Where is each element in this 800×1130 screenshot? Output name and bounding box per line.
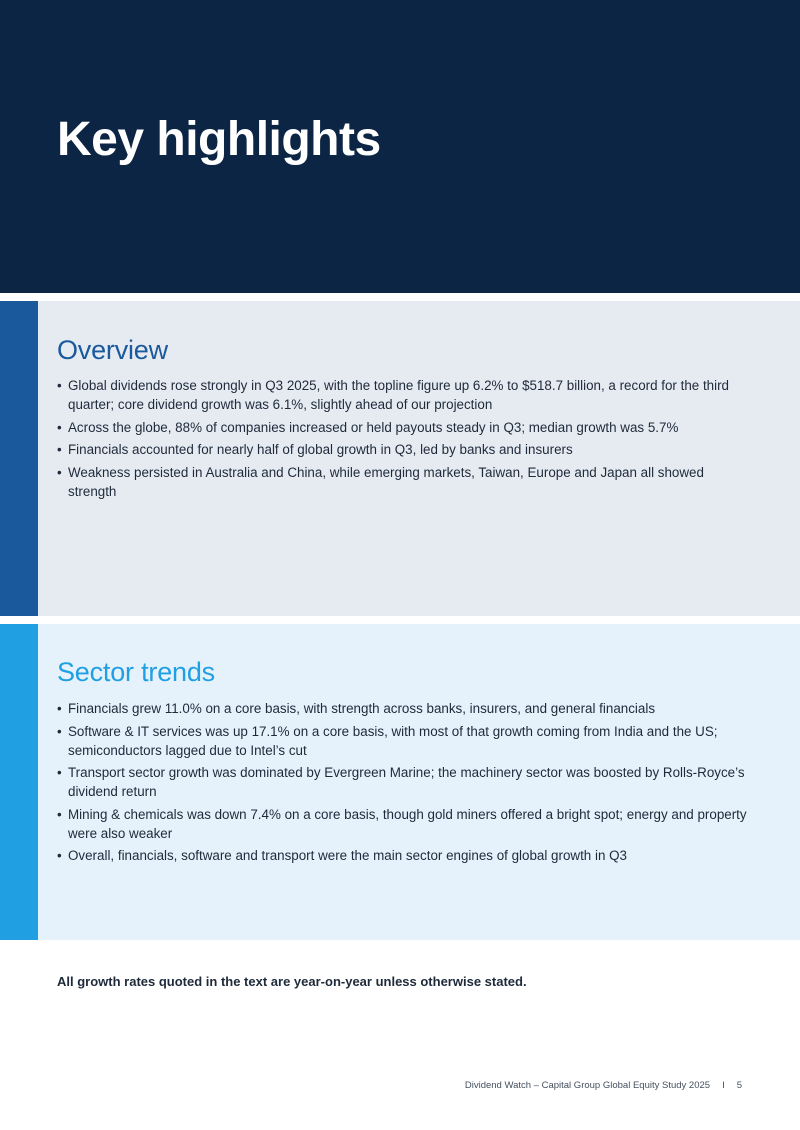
list-item: • Transport sector growth was dominated by Evergreen Marine; the machinery sector was boosted by Rolls-Royce’s dividend return	[57, 765, 745, 799]
footer-source: Dividend Watch – Capital Group Global Equity Study 2025	[464, 1080, 711, 1091]
overview-heading: Overview	[57, 335, 168, 365]
list-item-text: Software & IT services was up 17.1% on a core basis, with most of that growth coming from India and the US; semiconductors lagged due to Intel’s cut	[68, 723, 718, 758]
list-item: • Overall, financials, software and transport were the main sector engines of global growth in Q3	[57, 848, 627, 863]
footer-separator: I	[722, 1080, 725, 1091]
overview-accent-stripe	[0, 301, 38, 616]
list-item-text: Mining & chemicals was down 7.4% on a core basis, though gold miners offered a bright spot; energy and property were also weaker	[68, 806, 747, 841]
list-item: • Software & IT services was up 17.1% on a core basis, with most of that growth coming from India and the US; semiconductors lagged due to Intel’s cut	[57, 723, 718, 758]
list-item: • Mining & chemicals was down 7.4% on a core basis, though gold miners offered a bright spot; energy and property were also weaker	[57, 806, 747, 841]
list-item-text: Financials accounted for nearly half of global growth in Q3, led by banks and insurers	[68, 442, 573, 457]
list-item: • Financials grew 11.0% on a core basis, with strength across banks, insurers, and general financials	[57, 701, 656, 716]
list-item: • Weakness persisted in Australia and China, while emerging markets, Taiwan, Europe and Japan all showed strength	[57, 464, 704, 499]
list-item-text: Weakness persisted in Australia and China, while emerging markets, Taiwan, Europe and Japan all showed strength	[68, 464, 704, 499]
page-title: Key highlights	[57, 113, 381, 166]
sector-trends-list	[57, 699, 747, 869]
list-item-text: Overall, financials, software and transport were the main sector engines of global growth in Q3	[68, 848, 627, 863]
overview-list	[57, 376, 747, 504]
list-item-text: Global dividends rose strongly in Q3 2025, with the topline figure up 6.2% to $518.7 billion, a record for the third quarter; core dividend growth was 6.1%, slightly ahead of our projection	[68, 378, 729, 412]
hero-banner	[0, 0, 800, 293]
page-footer	[465, 1080, 742, 1091]
list-item-text: Transport sector growth was dominated by Evergreen Marine; the machinery sector was boosted by Rolls-Royce’s dividend return	[68, 765, 745, 799]
page-number: 5	[736, 1080, 742, 1091]
list-item: • Across the globe, 88% of companies increased or held payouts steady in Q3; median growth was 5.7%	[57, 419, 679, 435]
list-item: • Financials accounted for nearly half of global growth in Q3, led by banks and insurers	[57, 442, 573, 457]
sector-accent-stripe	[0, 624, 38, 940]
list-item-text: Financials grew 11.0% on a core basis, with strength across banks, insurers, and general financials	[68, 701, 656, 716]
footnote: All growth rates quoted in the text are year-on-year unless otherwise stated.	[57, 974, 527, 989]
sector-trends-heading: Sector trends	[57, 657, 215, 687]
sector-trends-panel	[0, 624, 800, 940]
overview-panel	[0, 301, 800, 616]
list-item: • Global dividends rose strongly in Q3 2025, with the topline figure up 6.2% to $518.7 billion, a record for the third quarter; core dividend growth was 6.1%, slightly ahead of our projection	[57, 378, 729, 412]
list-item-text: Across the globe, 88% of companies increased or held payouts steady in Q3; median growth was 5.7%	[68, 419, 679, 435]
